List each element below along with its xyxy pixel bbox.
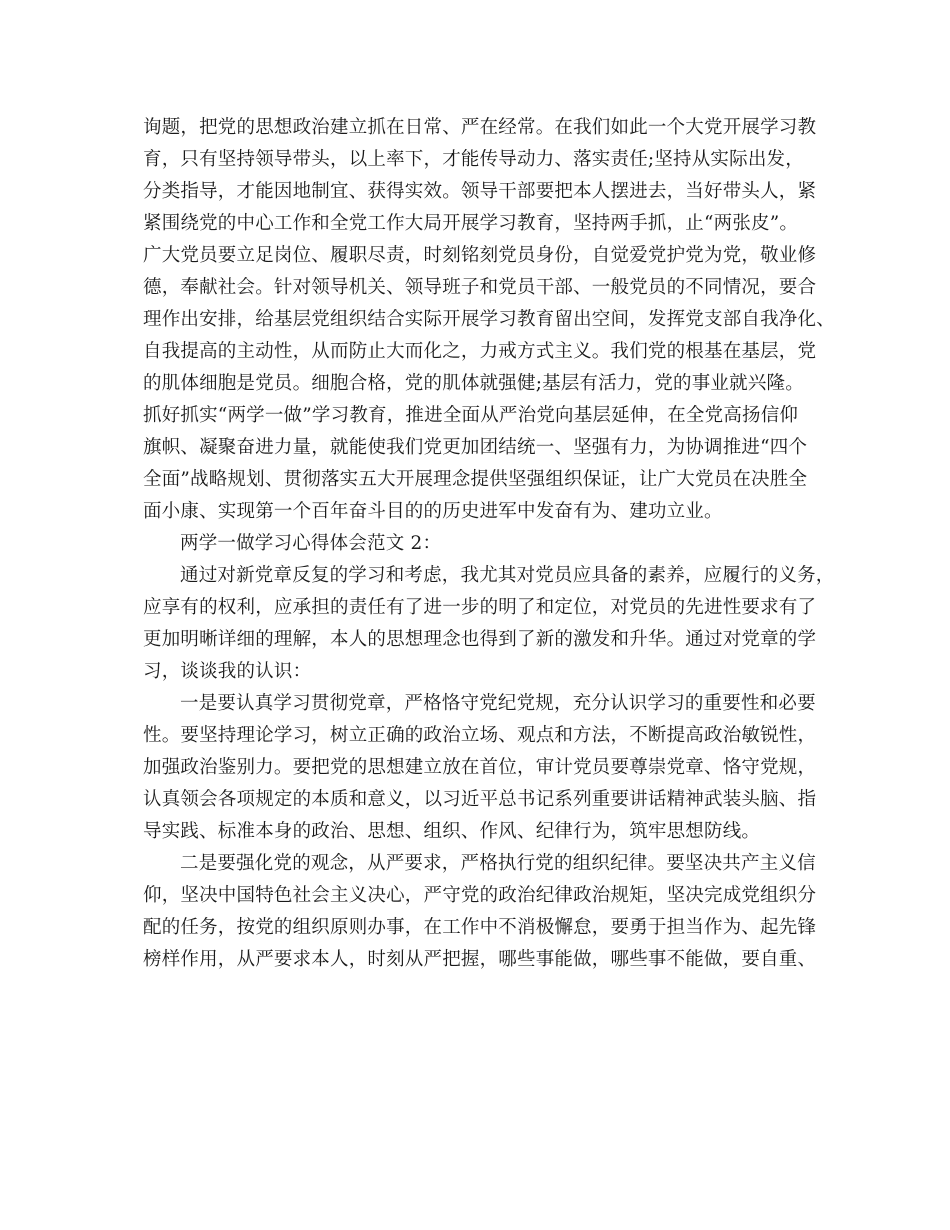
text-line: 仰，坚决中国特色社会主义决心，严守党的政治纪律政治规矩，坚决完成党组织分 — [143, 885, 817, 906]
text-line: 广大党员要立足岗位、履职尽责，时刻铭刻党员身份，自觉爱党护党为党，敬业修 — [143, 245, 817, 266]
text-line: 理作出安排，给基层党组织结合实际开展学习教育留出空间，发挥党支部自我净化、 — [143, 309, 835, 330]
text-line: 加强政治鉴别力。要把党的思想建立放在首位，审计党员要尊崇党章、恪守党规， — [143, 757, 817, 778]
text-line: 两学一做学习心得体会范文 2： — [180, 533, 442, 554]
text-line: 二是要强化党的观念，从严要求，严格执行党的组织纪律。要坚决共产主义信 — [180, 853, 816, 874]
text-line: 习，谈谈我的认识： — [143, 661, 312, 682]
text-line: 德，奉献社会。针对领导机关、领导班子和党员干部、一般党员的不同情况，要合 — [143, 277, 817, 298]
text-line: 配的任务，按党的组织原则办事，在工作中不消极懈怠，要勇于担当作为、起先锋 — [143, 917, 817, 938]
text-line: 面小康、实现第一个百年奋斗目的的历史进军中发奋有为、建功立业。 — [143, 501, 723, 522]
document-body — [143, 112, 835, 976]
text-line: 一是要认真学习贯彻党章，严格恪守党纪党规，充分认识学习的重要性和必要 — [180, 693, 816, 714]
text-line: 认真领会各项规定的本质和意义，以习近平总书记系列重要讲话精神武装头脑、指 — [143, 789, 817, 810]
text-line: 询题，把党的思想政治建立抓在日常、严在经常。在我们如此一个大党开展学习教 — [143, 117, 817, 138]
text-line: 通过对新党章反复的学习和考虑，我尤其对党员应具备的素养，应履行的义务， — [180, 565, 835, 586]
text-line: 旗帜、凝聚奋进力量，就能使我们党更加团结统一、坚强有力，为协调推进“四个 — [143, 437, 808, 458]
text-line: 全面”战略规划、贯彻落实五大开展理念提供坚强组织保证，让广大党员在决胜全 — [143, 469, 808, 490]
text-line: 导实践、标准本身的政治、思想、组织、作风、纪律行为，筑牢思想防线。 — [143, 821, 761, 842]
text-line: 自我提高的主动性，从而防止大而化之，力戒方式主义。我们党的根基在基层，党 — [143, 341, 817, 362]
text-line: 更加明晰详细的理解，本人的思想理念也得到了新的激发和升华。通过对党章的学 — [143, 629, 817, 650]
text-line: 抓好抓实“两学一做”学习教育，推进全面从严治党向基层延伸，在全党高扬信仰 — [143, 405, 799, 426]
text-line: 分类指导，才能因地制宜、获得实效。领导干部要把本人摆进去，当好带头人，紧 — [143, 181, 817, 202]
text-line: 紧围绕党的中心工作和全党工作大局开展学习教育，坚持两手抓，止“两张皮”。 — [143, 213, 799, 234]
text-line: 应享有的权利，应承担的责任有了进一步的明了和定位，对党员的先进性要求有了 — [143, 597, 817, 618]
text-line: 的肌体细胞是党员。细胞合格，党的肌体就强健;基层有活力，党的事业就兴隆。 — [143, 373, 804, 394]
text-line: 育，只有坚持领导带头，以上率下，才能传导动力、落实责任;坚持从实际出发， — [143, 149, 804, 170]
text-line: 性。要坚持理论学习，树立正确的政治立场、观点和方法，不断提高政治敏锐性， — [143, 725, 817, 746]
text-line: 榜样作用，从严要求本人，时刻从严把握，哪些事能做，哪些事不能做，要自重、 — [143, 949, 817, 970]
